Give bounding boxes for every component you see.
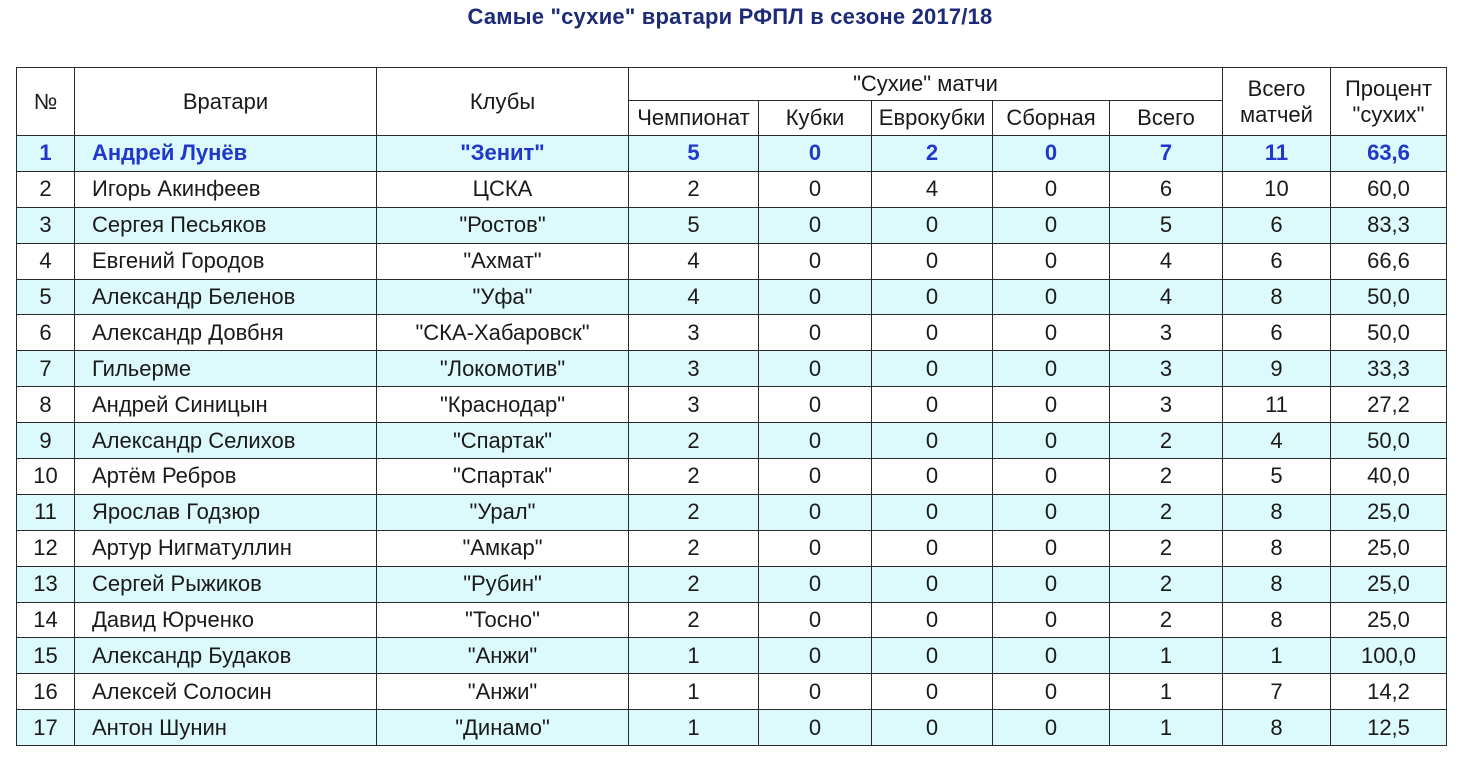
cell-percent: 66,6 [1331,243,1447,279]
header-championship: Чемпионат [629,101,759,136]
cell-rank: 9 [17,423,75,459]
cell-total-matches: 8 [1223,494,1331,530]
header-num: № [17,68,75,136]
cell-club: "Урал" [377,494,629,530]
cell-total: 3 [1110,351,1223,387]
cell-total: 2 [1110,459,1223,495]
cell-eurocups: 2 [872,136,993,172]
cell-total-matches: 10 [1223,171,1331,207]
cell-total-matches: 7 [1223,674,1331,710]
cell-goalkeeper: Артур Нигматуллин [75,530,377,566]
cell-total: 2 [1110,566,1223,602]
table-row [17,136,1447,172]
cell-national: 0 [993,602,1110,638]
header-total: Всего [1110,101,1223,136]
cell-championship: 5 [629,207,759,243]
cell-total: 4 [1110,279,1223,315]
cell-cups: 0 [759,638,872,674]
cell-total: 2 [1110,423,1223,459]
cell-championship: 1 [629,710,759,746]
cell-championship: 2 [629,602,759,638]
cell-national: 0 [993,243,1110,279]
cell-cups: 0 [759,674,872,710]
cell-rank: 3 [17,207,75,243]
cell-eurocups: 0 [872,710,993,746]
cell-total-matches: 6 [1223,207,1331,243]
cell-club: "Спартак" [377,459,629,495]
cell-cups: 0 [759,171,872,207]
cell-national: 0 [993,351,1110,387]
cell-cups: 0 [759,243,872,279]
cell-total: 3 [1110,315,1223,351]
cell-national: 0 [993,710,1110,746]
cell-club: "Рубин" [377,566,629,602]
cell-cups: 0 [759,459,872,495]
table-row [17,494,1447,530]
cell-club: "Динамо" [377,710,629,746]
cell-rank: 5 [17,279,75,315]
cell-percent: 50,0 [1331,423,1447,459]
cell-total: 1 [1110,710,1223,746]
cell-rank: 13 [17,566,75,602]
table-row [17,207,1447,243]
cell-championship: 4 [629,243,759,279]
cell-eurocups: 0 [872,674,993,710]
cell-eurocups: 0 [872,494,993,530]
cell-club: "Спартак" [377,423,629,459]
cell-percent: 83,3 [1331,207,1447,243]
cell-national: 0 [993,387,1110,423]
cell-total-matches: 11 [1223,136,1331,172]
cell-national: 0 [993,315,1110,351]
cell-cups: 0 [759,494,872,530]
cell-cups: 0 [759,602,872,638]
cell-rank: 12 [17,530,75,566]
table-row [17,351,1447,387]
cell-percent: 40,0 [1331,459,1447,495]
cell-eurocups: 0 [872,602,993,638]
cell-championship: 2 [629,566,759,602]
cell-club: "Амкар" [377,530,629,566]
page-title: Самые "сухие" вратари РФПЛ в сезоне 2017/18 [467,4,993,29]
cell-national: 0 [993,136,1110,172]
cell-cups: 0 [759,566,872,602]
cell-national: 0 [993,171,1110,207]
cell-goalkeeper: Александр Селихов [75,423,377,459]
header-clubs: Клубы [377,68,629,136]
cell-total-matches: 8 [1223,710,1331,746]
cell-eurocups: 0 [872,351,993,387]
cell-goalkeeper: Артём Ребров [75,459,377,495]
table-row [17,279,1447,315]
cell-goalkeeper: Алексей Солосин [75,674,377,710]
cell-total: 4 [1110,243,1223,279]
cell-championship: 1 [629,674,759,710]
cell-goalkeeper: Антон Шунин [75,710,377,746]
cell-goalkeeper: Игорь Акинфеев [75,171,377,207]
cell-percent: 12,5 [1331,710,1447,746]
cell-percent: 25,0 [1331,494,1447,530]
header-total-matches-line1: Всего [1247,75,1306,101]
cell-championship: 2 [629,423,759,459]
cell-total: 2 [1110,494,1223,530]
cell-percent: 100,0 [1331,638,1447,674]
cell-national: 0 [993,530,1110,566]
table-row [17,171,1447,207]
cell-total-matches: 5 [1223,459,1331,495]
cell-cups: 0 [759,136,872,172]
cell-club: "Тосно" [377,602,629,638]
cell-national: 0 [993,279,1110,315]
cell-percent: 60,0 [1331,171,1447,207]
table-row [17,459,1447,495]
cell-national: 0 [993,423,1110,459]
cell-club: "Локомотив" [377,351,629,387]
cell-national: 0 [993,674,1110,710]
cell-cups: 0 [759,315,872,351]
header-goalkeepers: Вратари [75,68,377,136]
cell-eurocups: 0 [872,423,993,459]
cell-total: 7 [1110,136,1223,172]
header-clean-sheets: "Сухие" матчи [629,68,1223,101]
cell-percent: 33,3 [1331,351,1447,387]
cell-total-matches: 6 [1223,243,1331,279]
cell-goalkeeper: Евгений Городов [75,243,377,279]
cell-goalkeeper: Александр Будаков [75,638,377,674]
cell-goalkeeper: Давид Юрченко [75,602,377,638]
cell-club: "Уфа" [377,279,629,315]
cell-total-matches: 4 [1223,423,1331,459]
cell-club: "Зенит" [377,136,629,172]
header-national: Сборная [993,101,1110,136]
cell-rank: 4 [17,243,75,279]
cell-rank: 17 [17,710,75,746]
cell-goalkeeper: Гильерме [75,351,377,387]
table-row [17,602,1447,638]
cell-goalkeeper: Александр Беленов [75,279,377,315]
cell-percent: 25,0 [1331,602,1447,638]
cell-cups: 0 [759,207,872,243]
cell-club: "Анжи" [377,638,629,674]
cell-total-matches: 8 [1223,566,1331,602]
cell-goalkeeper: Андрей Синицын [75,387,377,423]
cell-rank: 10 [17,459,75,495]
cell-eurocups: 0 [872,243,993,279]
cell-percent: 25,0 [1331,566,1447,602]
cell-total: 1 [1110,674,1223,710]
table-row [17,710,1447,746]
cell-rank: 16 [17,674,75,710]
header-percent-line2: "сухих" [1352,101,1425,127]
cell-total: 3 [1110,387,1223,423]
goalkeepers-table [16,67,1447,746]
table-row [17,566,1447,602]
cell-total: 5 [1110,207,1223,243]
table-row [17,387,1447,423]
cell-cups: 0 [759,530,872,566]
cell-national: 0 [993,459,1110,495]
cell-total-matches: 11 [1223,387,1331,423]
cell-cups: 0 [759,710,872,746]
cell-rank: 11 [17,494,75,530]
cell-total: 2 [1110,530,1223,566]
cell-championship: 3 [629,315,759,351]
cell-club: "Краснодар" [377,387,629,423]
cell-total-matches: 6 [1223,315,1331,351]
cell-goalkeeper: Александр Довбня [75,315,377,351]
cell-total: 1 [1110,638,1223,674]
cell-eurocups: 0 [872,279,993,315]
cell-goalkeeper: Сергей Рыжиков [75,566,377,602]
table-row [17,315,1447,351]
header-eurocups: Еврокубки [872,101,993,136]
cell-percent: 63,6 [1331,136,1447,172]
table-row [17,674,1447,710]
cell-total: 6 [1110,171,1223,207]
cell-eurocups: 0 [872,530,993,566]
cell-total: 2 [1110,602,1223,638]
cell-rank: 2 [17,171,75,207]
cell-championship: 4 [629,279,759,315]
cell-club: "СКА-Хабаровск" [377,315,629,351]
table-row [17,530,1447,566]
cell-goalkeeper: Ярослав Годзюр [75,494,377,530]
cell-championship: 2 [629,171,759,207]
header-cups: Кубки [759,101,872,136]
cell-club: ЦСКА [377,171,629,207]
cell-goalkeeper: Сергея Песьяков [75,207,377,243]
cell-championship: 1 [629,638,759,674]
cell-total-matches: 8 [1223,530,1331,566]
cell-cups: 0 [759,423,872,459]
header-percent [1331,68,1447,136]
cell-percent: 50,0 [1331,279,1447,315]
cell-club: "Ростов" [377,207,629,243]
cell-rank: 8 [17,387,75,423]
cell-club: "Ахмат" [377,243,629,279]
cell-rank: 1 [17,136,75,172]
cell-national: 0 [993,566,1110,602]
header-total-matches [1223,68,1331,136]
cell-percent: 50,0 [1331,315,1447,351]
cell-rank: 6 [17,315,75,351]
cell-championship: 2 [629,494,759,530]
cell-goalkeeper: Андрей Лунёв [75,136,377,172]
cell-club: "Анжи" [377,674,629,710]
cell-percent: 14,2 [1331,674,1447,710]
cell-national: 0 [993,638,1110,674]
cell-percent: 27,2 [1331,387,1447,423]
cell-rank: 14 [17,602,75,638]
cell-rank: 15 [17,638,75,674]
cell-championship: 3 [629,351,759,387]
cell-national: 0 [993,494,1110,530]
table-row [17,423,1447,459]
header-percent-line1: Процент [1344,75,1433,101]
cell-eurocups: 0 [872,638,993,674]
cell-cups: 0 [759,387,872,423]
cell-cups: 0 [759,279,872,315]
cell-championship: 2 [629,459,759,495]
cell-national: 0 [993,207,1110,243]
header-total-matches-line2: матчей [1240,101,1313,127]
cell-total-matches: 9 [1223,351,1331,387]
cell-championship: 5 [629,136,759,172]
cell-total-matches: 8 [1223,602,1331,638]
cell-total-matches: 8 [1223,279,1331,315]
cell-eurocups: 4 [872,171,993,207]
cell-cups: 0 [759,351,872,387]
cell-eurocups: 0 [872,566,993,602]
cell-championship: 3 [629,387,759,423]
table-row [17,638,1447,674]
table-body [17,136,1447,746]
table-row [17,243,1447,279]
cell-eurocups: 0 [872,387,993,423]
cell-eurocups: 0 [872,459,993,495]
cell-championship: 2 [629,530,759,566]
cell-eurocups: 0 [872,315,993,351]
cell-rank: 7 [17,351,75,387]
cell-eurocups: 0 [872,207,993,243]
cell-percent: 25,0 [1331,530,1447,566]
cell-total-matches: 1 [1223,638,1331,674]
